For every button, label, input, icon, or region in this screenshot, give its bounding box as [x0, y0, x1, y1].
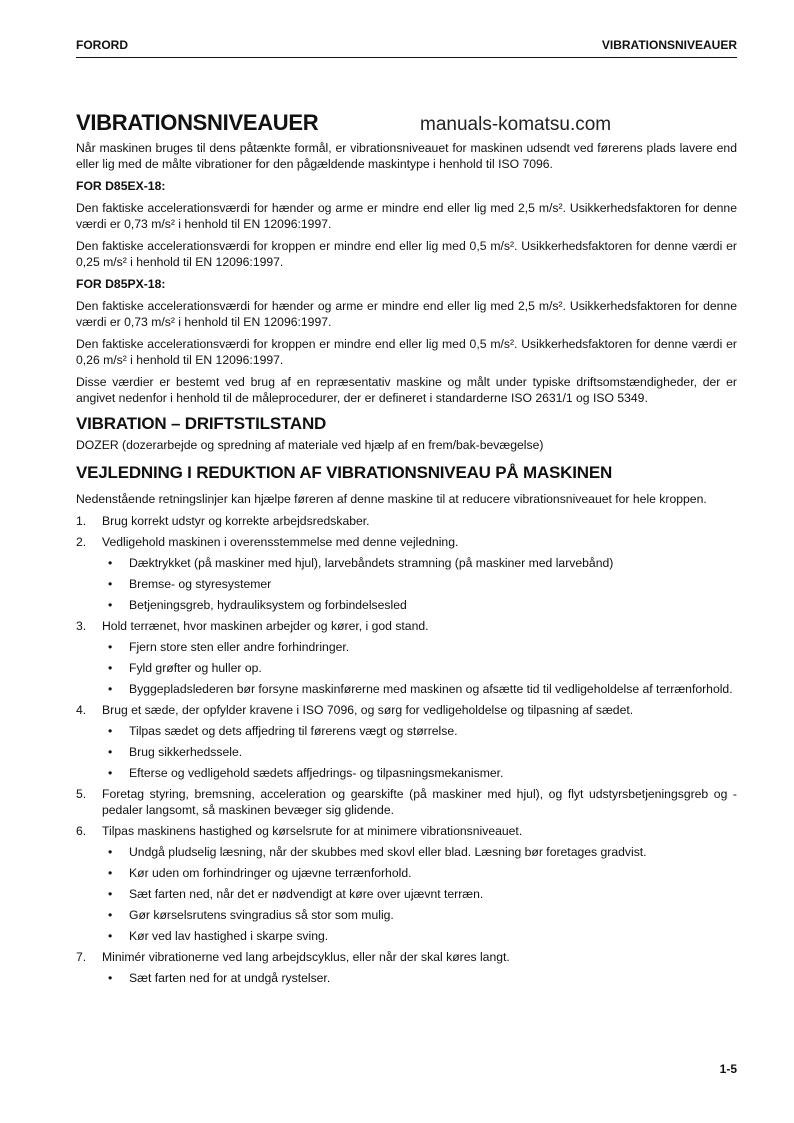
bullet-icon: • — [108, 556, 113, 570]
item-text: Vedligehold maskinen i overensstemmelse med denne vejledning. — [102, 535, 459, 549]
list-item — [76, 786, 737, 818]
item-text: Hold terrænet, hvor maskinen arbejder og kører, i god stand. — [102, 619, 429, 633]
bullet-icon: • — [108, 682, 113, 696]
bullet-item — [76, 886, 737, 902]
header-left: FORORD — [76, 38, 128, 52]
item-text: Brug korrekt udstyr og korrekte arbejdsredskaber. — [102, 514, 370, 528]
header-rule — [76, 57, 737, 58]
intro-paragraph: Når maskinen bruges til dens påtænkte formål, er vibrationsniveauet for maskinen udsendt ved førerens plads lavere end eller lig med de målte vibrationer for den pågældende maskintype i henhold til ISO 7096. — [76, 141, 737, 171]
list-item — [76, 618, 737, 634]
bullet-icon: • — [108, 640, 113, 654]
ex-paragraph-1: Den faktiske accelerationsværdi for hænder og arme er mindre end eller lig med 2,5 m/s². Usikkerhedsfaktoren for denne værdi er 0,73 m/s² i henhold til EN 12096:1997. — [76, 201, 737, 231]
item-number: 5. — [76, 787, 87, 801]
bullet-icon: • — [108, 745, 113, 759]
list-item — [76, 534, 737, 550]
bullet-icon: • — [108, 929, 113, 943]
bullet-text: Sæt farten ned, når det er nødvendigt at køre over ujævnt terræn. — [129, 887, 484, 901]
section-guidance-title: VEJLEDNING I REDUKTION AF VIBRATIONSNIVEAU PÅ MASKINEN — [76, 463, 613, 482]
list-item — [76, 823, 737, 839]
bullet-item — [76, 555, 737, 571]
bullet-item — [76, 660, 737, 676]
bullet-item — [76, 597, 737, 613]
bullet-item — [76, 970, 737, 986]
bullet-icon: • — [108, 908, 113, 922]
bullet-text: Efterse og vedligehold sædets affjedrings- og tilpasningsmekanismer. — [129, 766, 504, 780]
item-number: 4. — [76, 703, 87, 717]
bullet-item — [76, 928, 737, 944]
bullet-text: Undgå pludselig læsning, når der skubbes med skovl eller blad. Læsning bør foretages gradvist. — [129, 845, 647, 859]
bullet-text: Bremse- og styresystemer — [129, 577, 272, 591]
bullet-item — [76, 844, 737, 860]
page-title: VIBRATIONSNIVEAUER — [76, 110, 319, 135]
item-number: 6. — [76, 824, 87, 838]
bullet-text: Kør ved lav hastighed i skarpe sving. — [129, 929, 329, 943]
px-paragraph-2: Den faktiske accelerationsværdi for kroppen er mindre end eller lig med 0,5 m/s². Usikkerhedsfaktoren for denne værdi er 0,26 m/s² i henhold til EN 12096:1997. — [76, 337, 737, 367]
bullet-text: Byggepladslederen bør forsyne maskinførerne med maskinen og afsætte tid til vedligeholdelse af terrænforhold. — [129, 682, 733, 696]
bullet-item — [76, 576, 737, 592]
section-guidance-intro: Nedenstående retningslinjer kan hjælpe føreren af denne maskine til at reducere vibrationsniveauet for hele kroppen. — [76, 492, 707, 506]
header-right: VIBRATIONSNIVEAUER — [601, 38, 737, 52]
bullet-icon: • — [108, 887, 113, 901]
list-item — [76, 513, 737, 529]
bullet-item — [76, 723, 737, 739]
bullet-text: Dæktrykket (på maskiner med hjul), larvebåndets stramning (på maskiner med larvebånd) — [129, 556, 614, 570]
item-number: 2. — [76, 535, 87, 549]
bullet-icon: • — [108, 971, 113, 985]
note-paragraph: Disse værdier er bestemt ved brug af en repræsentativ maskine og målt under typiske driftsomstændigheder, der er angivet nedenfor i henhold til de måleprocedurer, der er defineret i standarderne ISO 2631/1 og ISO 5349. — [76, 375, 737, 405]
item-text: Tilpas maskinens hastighed og kørselsrute for at minimere vibrationsniveauet. — [102, 824, 523, 838]
px-heading: FOR D85PX-18: — [76, 277, 166, 291]
ex-paragraph-2: Den faktiske accelerationsværdi for kroppen er mindre end eller lig med 0,5 m/s². Usikkerhedsfaktoren for denne værdi er 0,25 m/s² i henhold til EN 12096:1997. — [76, 239, 737, 269]
page-number: 1-5 — [719, 1062, 737, 1076]
main-content — [76, 110, 737, 991]
section-operating-condition-title: VIBRATION – DRIFTSTILSTAND — [76, 414, 327, 433]
bullet-icon: • — [108, 845, 113, 859]
item-text: Brug et sæde, der opfylder kravene i ISO 7096, og sørg for vedligeholdelse og tilpasning af sædet. — [102, 703, 634, 717]
bullet-icon: • — [108, 766, 113, 780]
guidance-list — [76, 513, 737, 986]
bullet-item — [76, 907, 737, 923]
bullet-item — [76, 865, 737, 881]
bullet-text: Fjern store sten eller andre forhindringer. — [129, 640, 350, 654]
item-text: Minimér vibrationerne ved lang arbejdscyklus, eller når der skal køres langt. — [102, 950, 510, 964]
bullet-icon: • — [108, 598, 113, 612]
list-item — [76, 702, 737, 718]
section-operating-condition-text: DOZER (dozerarbejde og spredning af materiale ved hjælp af en frem/bak-bevægelse) — [76, 438, 544, 452]
bullet-text: Gør kørselsrutens svingradius så stor som mulig. — [129, 908, 394, 922]
bullet-icon: • — [108, 724, 113, 738]
bullet-icon: • — [108, 866, 113, 880]
bullet-text: Betjeningsgreb, hydrauliksystem og forbindelsesled — [129, 598, 407, 612]
running-header — [76, 38, 737, 52]
item-number: 3. — [76, 619, 87, 633]
bullet-item — [76, 744, 737, 760]
watermark: manuals-komatsu.com — [420, 114, 612, 135]
bullet-item — [76, 639, 737, 655]
bullet-icon: • — [108, 661, 113, 675]
bullet-text: Kør uden om forhindringer og ujævne terrænforhold. — [129, 866, 412, 880]
px-paragraph-1: Den faktiske accelerationsværdi for hænder og arme er mindre end eller lig med 2,5 m/s². Usikkerhedsfaktoren for denne værdi er 0,73 m/s² i henhold til EN 12096:1997. — [76, 299, 737, 329]
bullet-text: Sæt farten ned for at undgå rystelser. — [129, 971, 331, 985]
bullet-text: Tilpas sædet og dets affjedring til førerens vægt og størrelse. — [129, 724, 458, 738]
item-number: 1. — [76, 514, 87, 528]
bullet-icon: • — [108, 577, 113, 591]
bullet-text: Fyld grøfter og huller op. — [129, 661, 262, 675]
bullet-text: Brug sikkerhedssele. — [129, 745, 243, 759]
bullet-item — [76, 765, 737, 781]
bullet-item — [76, 681, 737, 697]
list-item — [76, 949, 737, 965]
item-text: Foretag styring, bremsning, acceleration og gearskifte (på maskiner med hjul), og flyt udstyrsbetjeningsgreb og -pedaler langsomt, så maskinen bevæger sig glidende. — [102, 787, 737, 817]
item-number: 7. — [76, 950, 87, 964]
ex-heading: FOR D85EX-18: — [76, 179, 166, 193]
